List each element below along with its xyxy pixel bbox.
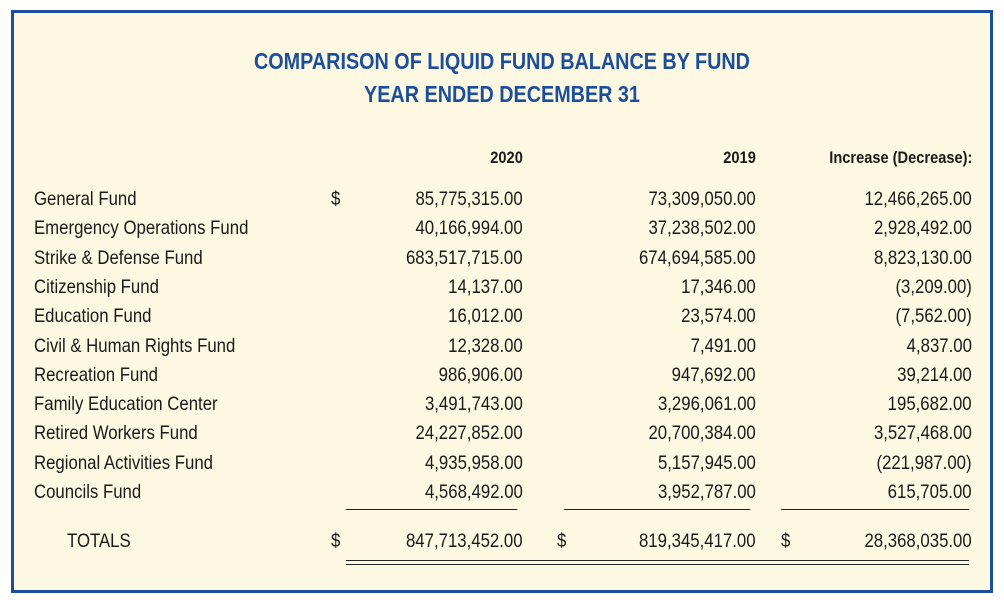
fund-name: Strike & Defense Fund [34,247,203,269]
value-2019: 7,491.00 [690,335,756,357]
value-2020: 4,568,492.00 [425,481,523,503]
value-2019: 3,296,061.00 [658,393,756,415]
fund-name: Civil & Human Rights Fund [34,335,236,357]
column-header-2019: 2019 [723,148,756,167]
value-change: (3,209.00) [895,276,972,298]
report-subtitle: YEAR ENDED DECEMBER 31 [364,81,640,107]
value-2019: 674,694,585.00 [639,247,756,269]
value-change: 39,214.00 [897,364,972,386]
totals-dollar-2020: $ [331,530,341,552]
value-change: 12,466,265.00 [864,188,972,210]
fund-name: Emergency Operations Fund [34,217,249,239]
value-2020: 12,328.00 [448,335,523,357]
total-double-rule-bottom [346,564,969,565]
value-2019: 23,574.00 [681,305,756,327]
value-2020: 40,166,994.00 [415,217,523,239]
subtotal-rule-change [781,509,969,510]
column-header-change: Increase (Decrease): [828,148,972,167]
subtotal-rule-2019 [564,509,750,510]
fund-name: General Fund [34,188,137,210]
totals-dollar-change: $ [781,530,791,552]
value-change: (221,987.00) [876,452,972,474]
value-2020: 4,935,958.00 [425,452,523,474]
value-2020: 16,012.00 [448,305,523,327]
value-2019: 73,309,050.00 [648,188,756,210]
value-change: 4,837.00 [906,335,972,357]
value-change: (7,562.00) [895,305,972,327]
value-change: 3,527,468.00 [874,422,972,444]
fund-name: Family Education Center [34,393,218,415]
value-2019: 947,692.00 [672,364,756,386]
totals-label: TOTALS [67,530,131,552]
totals-2019: 819,345,417.00 [639,530,756,552]
fund-balance-panel [11,10,993,593]
fund-name: Regional Activities Fund [34,452,213,474]
fund-name: Retired Workers Fund [34,422,198,444]
value-change: 2,928,492.00 [874,217,972,239]
value-2019: 5,157,945.00 [658,452,756,474]
fund-name: Councils Fund [34,481,142,503]
totals-change: 28,368,035.00 [864,530,972,552]
fund-name: Citizenship Fund [34,276,159,298]
value-2020: 3,491,743.00 [425,393,523,415]
value-2020: 85,775,315.00 [415,188,523,210]
total-double-rule-top [346,560,969,561]
value-2019: 37,238,502.00 [648,217,756,239]
fund-name: Recreation Fund [34,364,158,386]
value-change: 195,682.00 [888,393,972,415]
fund-name: Education Fund [34,305,152,327]
value-2020: 986,906.00 [439,364,523,386]
subtotal-rule-2020 [346,509,517,510]
value-2019: 20,700,384.00 [648,422,756,444]
value-2020: 14,137.00 [448,276,523,298]
value-change: 615,705.00 [888,481,972,503]
totals-dollar-2019: $ [557,530,567,552]
value-2020: 24,227,852.00 [415,422,523,444]
value-2019: 3,952,787.00 [658,481,756,503]
totals-2020: 847,713,452.00 [406,530,523,552]
value-change: 8,823,130.00 [874,247,972,269]
column-header-2020: 2020 [490,148,523,167]
report-title: COMPARISON OF LIQUID FUND BALANCE BY FUND [254,48,750,74]
dollar-sign-2020: $ [331,188,341,210]
value-2019: 17,346.00 [681,276,756,298]
value-2020: 683,517,715.00 [406,247,523,269]
